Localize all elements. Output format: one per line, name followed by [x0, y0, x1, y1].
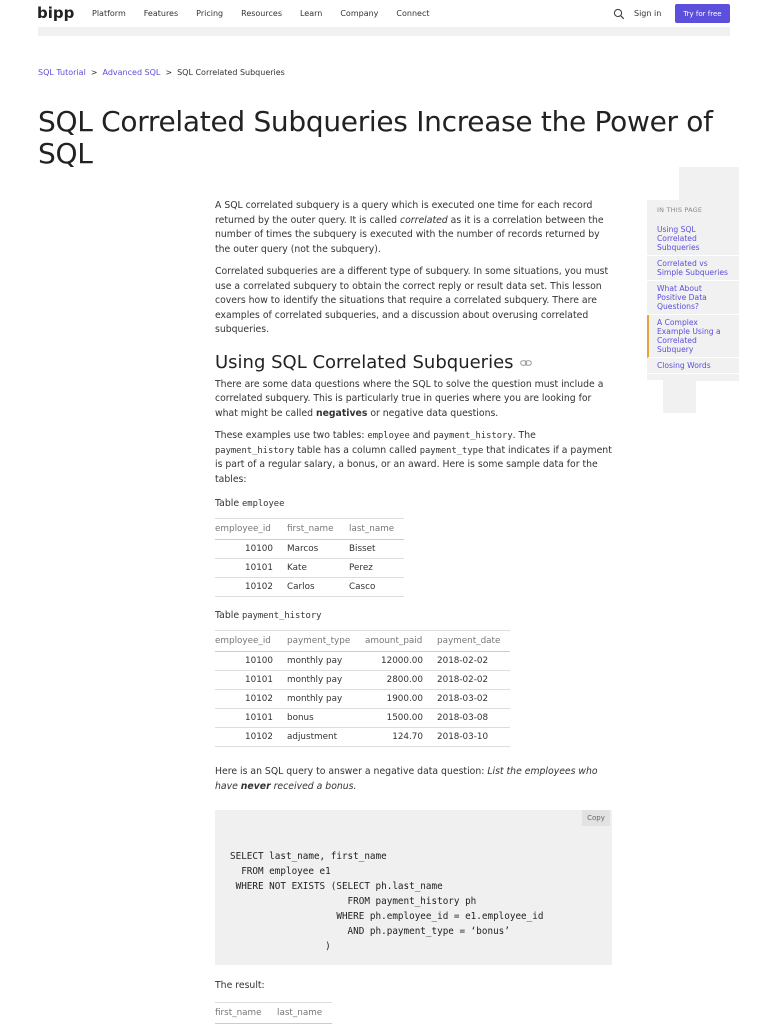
toc-item-closing-words[interactable]: Closing Words [647, 358, 739, 374]
page-title: SQL Correlated Subqueries Increase the Power of SQL [38, 105, 713, 170]
table-cell: 2018-03-10 [437, 728, 510, 747]
breadcrumb-separator: > [90, 68, 98, 77]
strong-text: never [240, 780, 271, 792]
table-row [215, 671, 510, 690]
table-cell: 2800.00 [365, 671, 437, 690]
table-header-row [215, 1002, 332, 1024]
nav-item-company[interactable]: Company [340, 9, 379, 18]
table-row [215, 652, 510, 671]
breadcrumb-separator: > [165, 68, 173, 77]
table-cell: 10100 [215, 652, 287, 671]
table-cell: 10101 [215, 671, 287, 690]
table-cell: 10101 [215, 559, 287, 578]
column-header: payment_type [287, 630, 365, 652]
table-cell: 2018-03-02 [437, 690, 510, 709]
column-header: first_name [287, 518, 349, 540]
sign-in-link[interactable]: Sign in [634, 9, 662, 18]
result-table [215, 1002, 332, 1025]
text: Table [215, 498, 242, 509]
section-paragraph-1 [215, 378, 615, 422]
table-cell: 10101 [215, 709, 287, 728]
article-body [215, 199, 615, 1036]
breadcrumb-current: SQL Correlated Subqueries [177, 68, 285, 77]
nav-item-learn[interactable]: Learn [299, 9, 323, 18]
toc-background [663, 380, 696, 413]
intro-paragraph-1 [215, 199, 615, 257]
table-header-row [215, 518, 404, 540]
table-cell: Casco [349, 578, 404, 597]
inline-code: employee [367, 431, 410, 441]
text: These examples use two tables: [215, 430, 368, 441]
toc-item-complex-example[interactable]: A Complex Example Using a Correlated Subquery [647, 315, 739, 358]
text: There are some data questions where the SQL to solve the question must include a correlated subquery. This is particularly true in queries where you are looking for what might be called [215, 378, 604, 419]
try-for-free-button[interactable]: Try for free [675, 4, 730, 23]
logo-text: bipp [37, 4, 75, 22]
table-row [215, 540, 404, 559]
nav-item-connect[interactable]: Connect [396, 9, 430, 18]
inline-code: employee [242, 499, 285, 509]
table-cell: 1500.00 [365, 709, 437, 728]
breadcrumb-sql-tutorial[interactable]: SQL Tutorial [38, 68, 86, 77]
table-cell: monthly pay [287, 652, 365, 671]
table-cell: Marcos [287, 540, 349, 559]
table-cell: 12000.00 [365, 652, 437, 671]
table-payment-history-label [215, 609, 615, 624]
table-cell: 1900.00 [365, 690, 437, 709]
column-header: last_name [349, 518, 404, 540]
text: that indicates if a payment is part of a regular salary, a bonus, or an award. Here is some sample data for the tables: [215, 444, 612, 485]
table-cell: Bisset [349, 540, 404, 559]
inline-code: payment_history [215, 445, 295, 456]
breadcrumb [38, 68, 285, 77]
nav-menu [92, 0, 447, 27]
text: Here is an SQL query to answer a negative data question: [215, 766, 488, 777]
heading-text: Using SQL Correlated Subqueries [215, 351, 514, 373]
text: table has a column called [294, 444, 420, 456]
top-navigation [0, 0, 768, 27]
nav-item-pricing[interactable]: Pricing [196, 9, 224, 18]
inline-code: payment_history [433, 431, 513, 441]
table-cell: Perez [349, 559, 404, 578]
table-cell: adjustment [287, 728, 365, 747]
table-row [215, 690, 510, 709]
table-cell: 2018-03-08 [437, 709, 510, 728]
inline-code: payment_type [419, 445, 484, 456]
table-cell: 2018-02-02 [437, 652, 510, 671]
table-cell: Carlos [287, 578, 349, 597]
column-header: amount_paid [365, 630, 437, 652]
section-heading-using-correlated-subqueries [215, 352, 615, 374]
text: and [409, 430, 434, 441]
table-cell: 10102 [215, 728, 287, 747]
text: A SQL correlated subquery is a query which is executed one time for each record returned by the outer query. It is called [215, 200, 593, 226]
table-employee-label [215, 497, 615, 512]
section-paragraph-2 [215, 429, 615, 487]
toc-title: IN THIS PAGE [657, 206, 703, 214]
toc-item-positive-data-questions[interactable]: What About Positive Data Questions? [647, 281, 739, 315]
table-header-row [215, 630, 510, 652]
column-header: last_name [277, 1002, 332, 1024]
table-of-contents [647, 200, 739, 380]
column-header: employee_id [215, 630, 287, 652]
text: as it is a correlation between the number of times the subquery is executed with the number of records returned by the outer query (not the subquery). [215, 214, 604, 255]
anchor-link-icon[interactable] [520, 359, 532, 367]
inline-code: payment_history [242, 611, 322, 621]
search-icon[interactable] [613, 8, 625, 20]
table-cell: 10102 [215, 578, 287, 597]
nav-item-platform[interactable]: Platform [92, 9, 126, 18]
table-row [215, 709, 510, 728]
nav-item-resources[interactable]: Resources [241, 9, 282, 18]
employee-table [215, 518, 404, 598]
table-cell: 10100 [215, 540, 287, 559]
toc-item-correlated-vs-simple[interactable]: Correlated vs Simple Subqueries [647, 256, 739, 281]
table-cell: monthly pay [287, 690, 365, 709]
sql-code: SELECT last_name, first_name FROM employee e1 WHERE NOT EXISTS (SELECT ph.last_name FROM payment_history ph WHERE ph.employee_id = e1.employee_id AND ph.payment_type = ‘bonus’ ) [230, 851, 544, 952]
toc-item-using-correlated-subqueries[interactable]: Using SQL Correlated Subqueries [647, 222, 739, 256]
code-block [215, 810, 612, 965]
emphasis: correlated [400, 214, 448, 226]
text: received a bonus. [270, 780, 357, 792]
table-cell: bonus [287, 709, 365, 728]
table-row [215, 578, 404, 597]
query-intro-paragraph [215, 765, 615, 794]
nav-item-features[interactable]: Features [143, 9, 179, 18]
table-cell: monthly pay [287, 671, 365, 690]
result-label: The result: [215, 980, 265, 991]
column-header: payment_date [437, 630, 510, 652]
text: or negative data questions. [367, 407, 499, 419]
table-cell: Kate [287, 559, 349, 578]
payment-history-table [215, 630, 510, 748]
table-row [215, 559, 404, 578]
breadcrumb-advanced-sql[interactable]: Advanced SQL [102, 68, 161, 77]
text: . The [512, 430, 536, 441]
text: List the employees who have [215, 766, 598, 792]
table-row [215, 728, 510, 747]
column-header: first_name [215, 1002, 277, 1024]
bipp-logo[interactable] [37, 4, 75, 23]
table-cell: 10102 [215, 690, 287, 709]
table-cell: 124.70 [365, 728, 437, 747]
table-cell: 2018-02-02 [437, 671, 510, 690]
text: Table [215, 610, 242, 621]
strong-text: negatives [315, 407, 368, 419]
column-header: employee_id [215, 518, 287, 540]
sub-header-bar [38, 27, 730, 36]
intro-paragraph-2: Correlated subqueries are a different type of subquery. In some situations, you must use a correlated subquery to obtain the correct reply or result data set. This lesson covers how to identify the situations that require a correlated subquery. There are examples of correlated subqueries, and a discussion about overusing correlated subqueries. [215, 266, 609, 335]
copy-button[interactable]: Copy [582, 810, 610, 826]
